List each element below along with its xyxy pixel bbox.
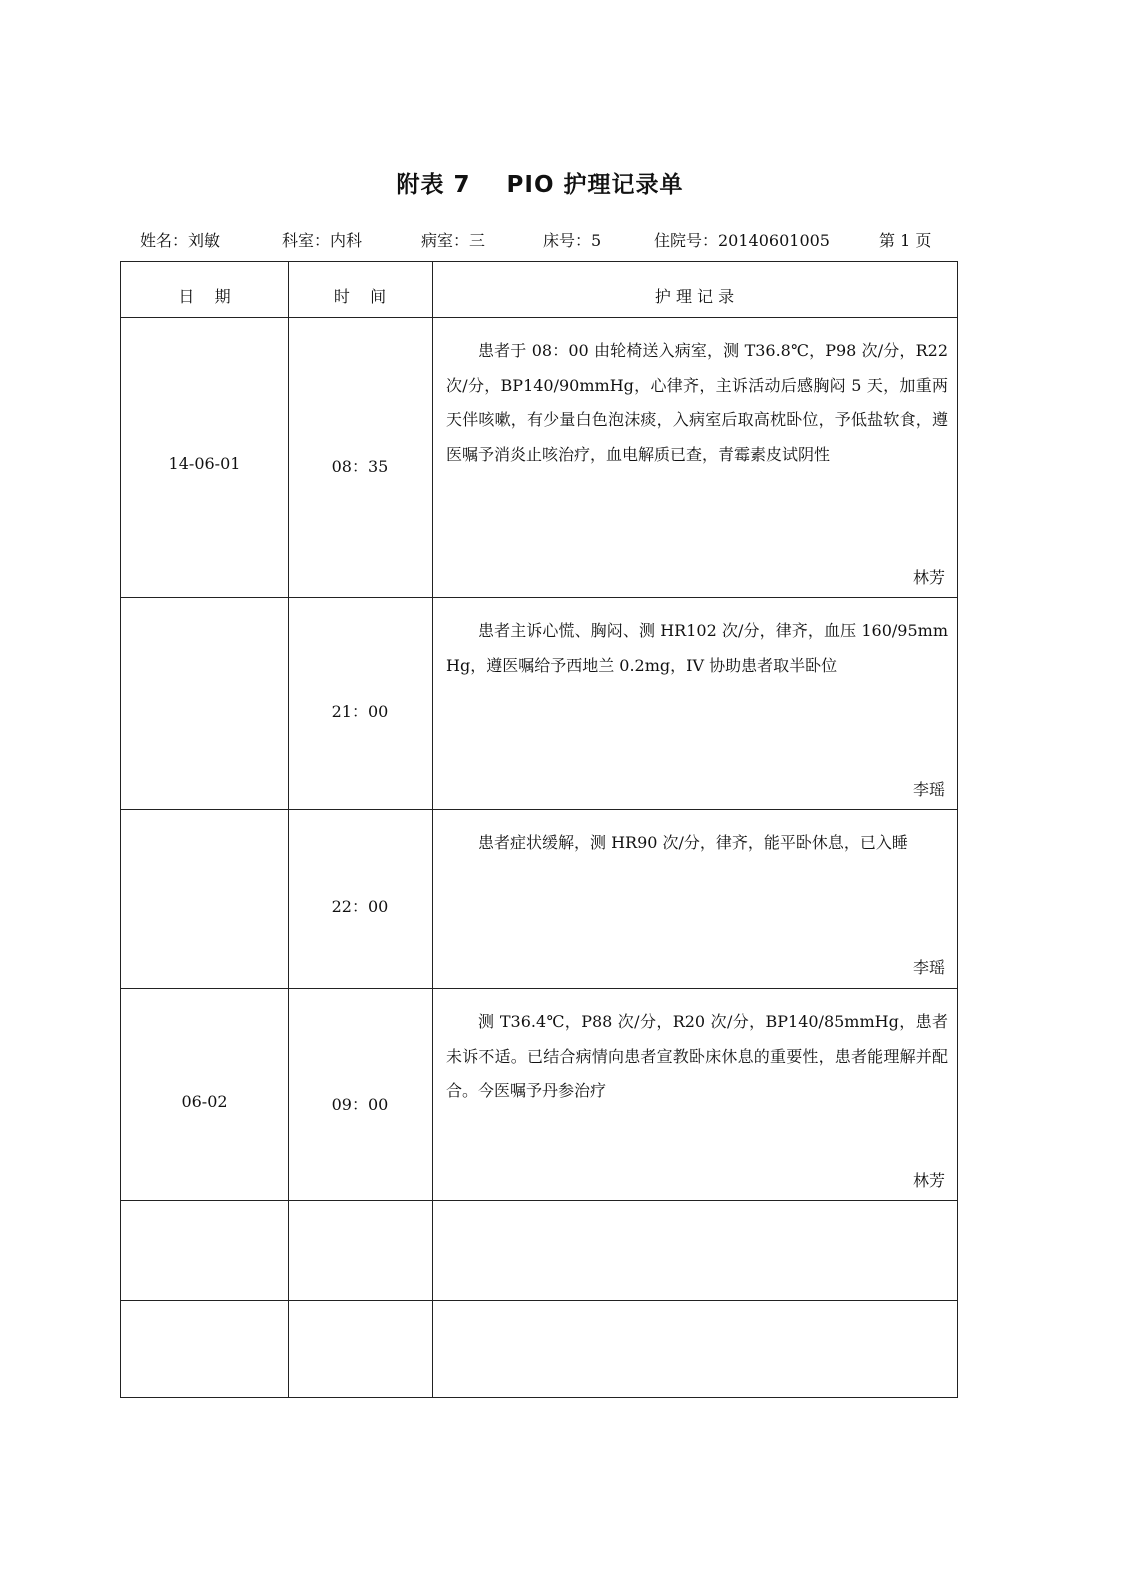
page-title: 附表 7 PIO 护理记录单 [396,172,684,198]
row-time: 09：00 [331,1095,389,1114]
row-record: 测 T36.4℃，P88 次/分，R20 次/分，BP140/85mmHg，患者未诉不适。已结合病情向患者宣教卧床休息的重要性，患者能理解并配合。今医嘱予丹参治疗 [446,1012,948,1100]
row-record: 患者于 08：00 由轮椅送入病室，测 T36.8℃，P98 次/分，R22 次/分，BP140/90mmHg，心律齐，主诉活动后感胸闷 5 天，加重两天伴咳嗽，有少量白色泡沫痰，入病室后取高枕卧位，予低盐软食，遵医嘱予消炎止咳治疗，血电解质已查，青霉素皮试阴性 [446,341,948,464]
row-time: 08：35 [331,457,389,476]
row-signature: 林芳 [912,1171,945,1190]
bed-number: 床号：5 [543,231,602,250]
page-number: 第 1 页 [879,231,932,250]
row-signature: 林芳 [912,568,945,587]
ward: 病室：三 [421,231,486,250]
row-record: 患者主诉心慌、胸闷、测 HR102 次/分，律齐，血压 160/95mmHg，遵医嘱给予西地兰 0.2mg，IV 协助患者取半卧位 [446,621,948,675]
row-date: 06-02 [181,1092,228,1111]
row-record: 患者症状缓解，测 HR90 次/分，律齐，能平卧休息，已入睡 [478,833,908,852]
patient-name: 姓名：刘敏 [140,231,221,250]
row-divider [121,809,957,810]
nursing-record-table [120,261,958,1398]
row-divider [121,1200,957,1201]
row-signature: 李瑶 [912,958,945,977]
admission-number: 住院号：20140601005 [654,231,830,250]
row-time: 21：00 [331,702,389,721]
row-date: 14-06-01 [168,454,241,473]
header-record: 护 理 记 录 [654,287,735,306]
header-date: 日 期 [178,287,231,306]
row-divider [121,317,957,318]
header-time: 时 间 [333,287,387,306]
row-divider [121,1300,957,1301]
column-divider [288,262,289,1397]
department: 科室：内科 [282,231,363,250]
row-signature: 李瑶 [912,780,945,799]
row-divider [121,988,957,989]
column-divider [432,262,433,1397]
row-time: 22：00 [331,897,389,916]
row-divider [121,597,957,598]
